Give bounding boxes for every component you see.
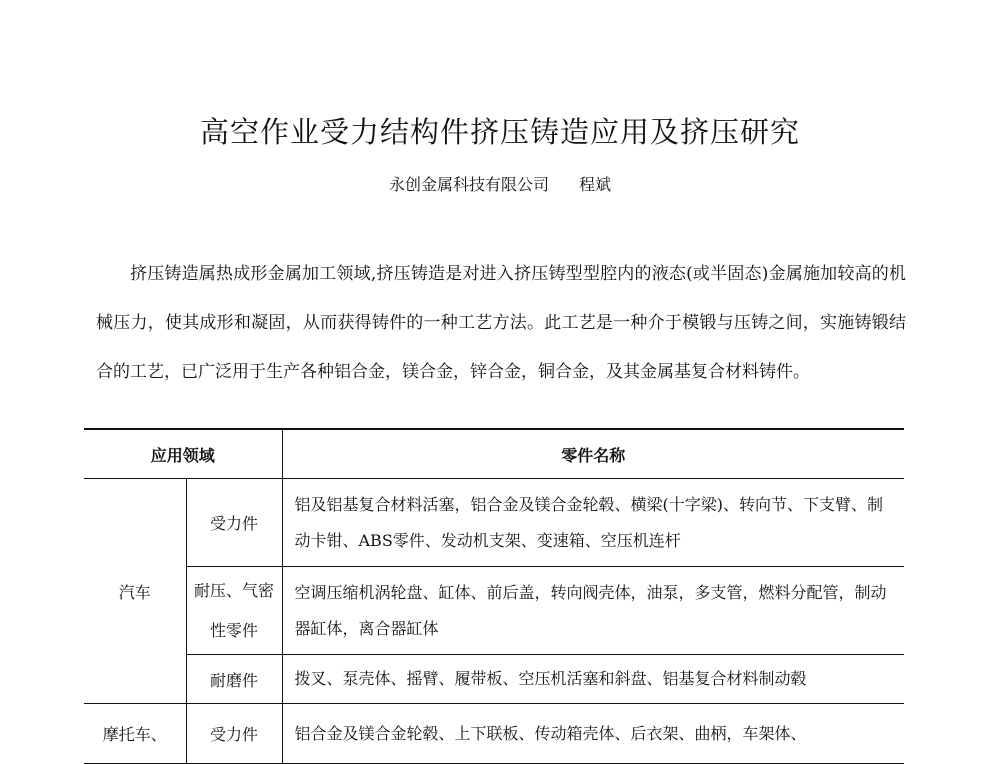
row-sub-label: 受力件 xyxy=(186,704,282,764)
page-title: 高空作业受力结构件挤压铸造应用及挤压研究 xyxy=(199,115,800,149)
row-sub-label: 耐磨件 xyxy=(186,655,282,704)
application-table xyxy=(84,428,904,764)
table-row xyxy=(84,479,904,567)
table-row xyxy=(84,704,904,764)
row-parts: 铝及铝基复合材料活塞，铝合金及镁合金轮毂、横梁(十字梁)、转向节、下支臂、制动卡钳、ABS零件、发动机支架、变速箱、空压机连杆 xyxy=(282,479,904,567)
byline xyxy=(0,172,1000,195)
row-group-label: 汽车 xyxy=(84,479,186,704)
row-group-label: 摩托车、 xyxy=(84,704,186,764)
author-name: 程斌 xyxy=(579,175,612,194)
row-sub-label: 受力件 xyxy=(186,479,282,567)
header-domain: 应用领域 xyxy=(84,429,282,479)
table-header-row xyxy=(84,429,904,479)
row-sub-label: 耐压、气密性零件 xyxy=(186,567,282,655)
row-parts: 空调压缩机涡轮盘、缸体、前后盖，转向阀壳体，油泵，多支管，燃料分配管，制动器缸体，离合器缸体 xyxy=(282,567,904,655)
header-parts: 零件名称 xyxy=(282,429,904,479)
intro-paragraph: 挤压铸造属热成形金属加工领域,挤压铸造是对进入挤压铸型型腔内的液态(或半固态)金属施加较高的机械压力，使其成形和凝固，从而获得铸件的一种工艺方法。此工艺是一种介于模锻与压铸之间，实施铸锻结合的工艺，已广泛用于生产各种铝合金，镁合金，锌合金，铜合金，及其金属基复合材料铸件。 xyxy=(96,264,906,382)
company-name: 永创金属科技有限公司 xyxy=(388,175,549,194)
table-row xyxy=(84,567,904,655)
table-row xyxy=(84,655,904,704)
row-parts: 拨叉、泵壳体、摇臂、履带板、空压机活塞和斜盘、铝基复合材料制动毂 xyxy=(282,655,904,704)
row-parts: 铝合金及镁合金轮毂、上下联板、传动箱壳体、后衣架、曲柄，车架体、 xyxy=(282,704,904,764)
